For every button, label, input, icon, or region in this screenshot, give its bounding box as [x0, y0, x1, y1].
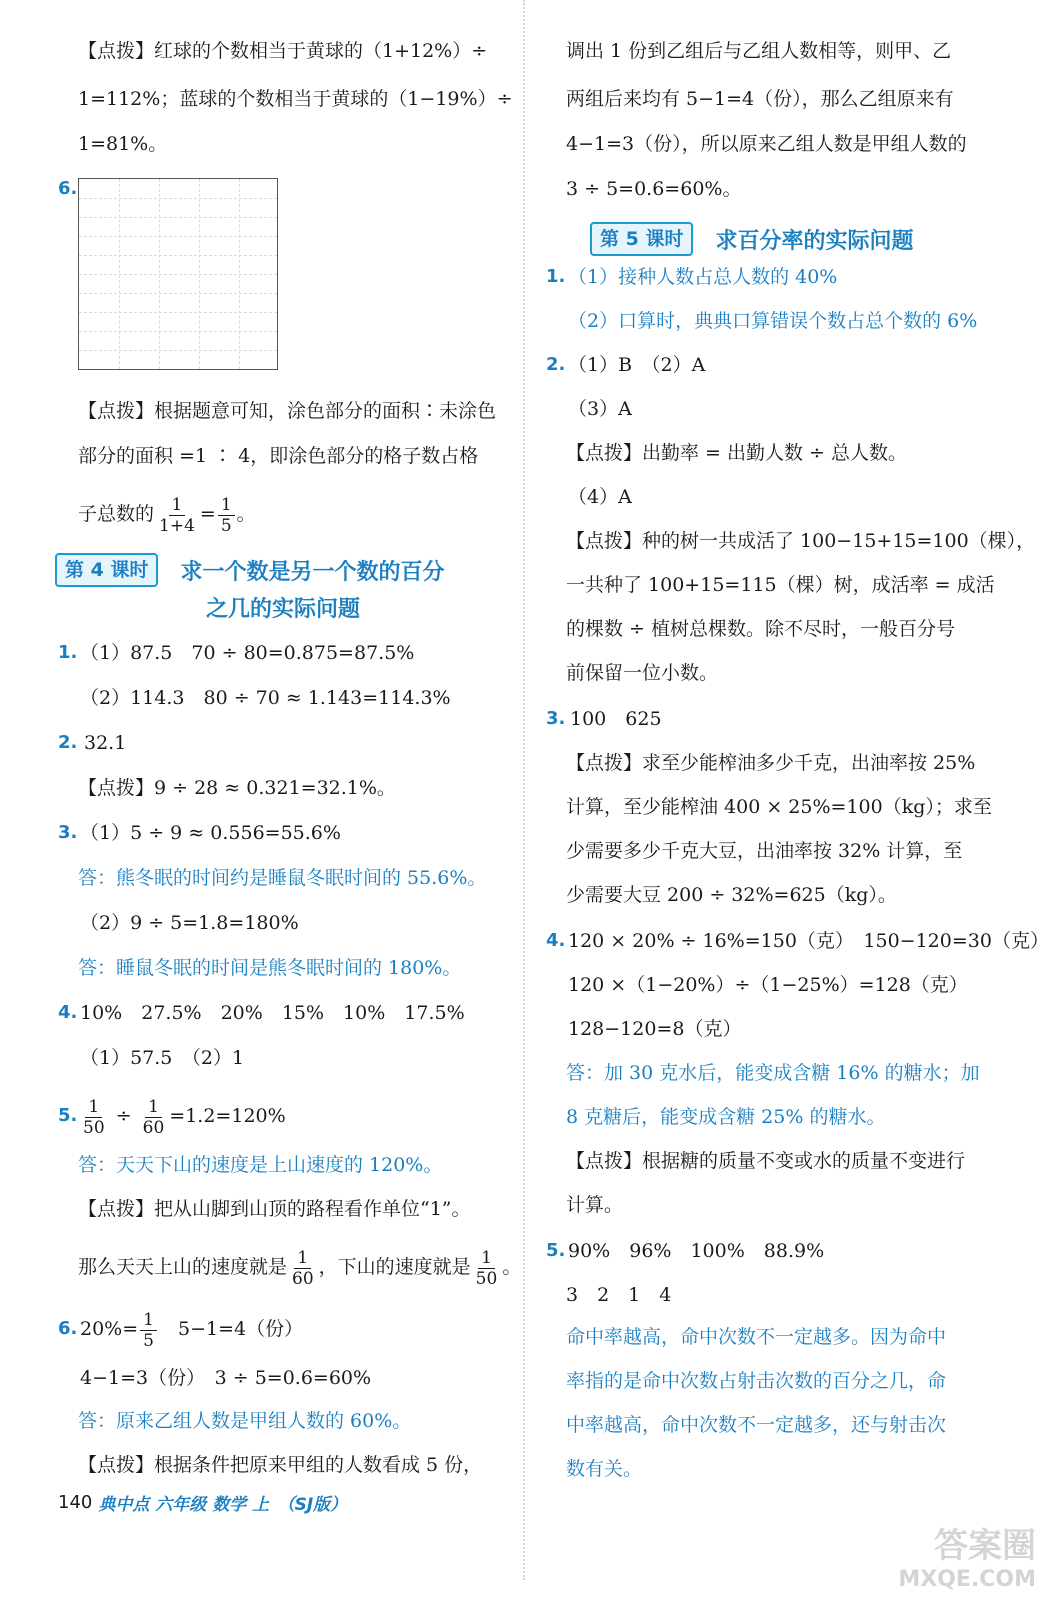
b-answer-4-tip-2: 计算。: [566, 1194, 624, 1216]
b-answer-5-5: 中率越高，命中次数不一定越多，还与射击次: [566, 1414, 947, 1436]
answer-number-5: 5.: [58, 1105, 78, 1126]
b-answer-2-2: （3）A: [568, 398, 632, 420]
watermark: [898, 1518, 1036, 1592]
grid-tip-line-3: 子总数的 $\frac{1}{1+4}$ = $\frac{1}{5}$ 。: [78, 494, 256, 536]
b-answer-number-3: 3.: [546, 708, 566, 729]
answer-number-2: 2.: [58, 732, 78, 753]
watermark-url: MXQE.COM: [898, 1567, 1036, 1592]
answer-number-4: 4.: [58, 1002, 78, 1023]
b-answer-5-2: 3 2 1 4: [566, 1284, 672, 1306]
b-answer-5-1: 90% 96% 100% 88.9%: [568, 1240, 825, 1262]
b-answer-4-3: 128−120=8（克）: [568, 1018, 742, 1040]
b-answer-number-2: 2.: [546, 354, 566, 375]
b-answer-2-1: （1）B （2）A: [568, 354, 706, 376]
tip-line-2: 1=112%；蓝球的个数相当于黄球的（1−19%）÷: [78, 88, 513, 110]
cont-line-2: 两组后来均有 5−1=4（份），那么乙组原来有: [566, 88, 954, 110]
b-answer-5-6: 数有关。: [566, 1458, 643, 1480]
answer-3-2: （2）9 ÷ 5=1.8=180%: [80, 912, 299, 934]
b-answer-3-tip-1: 【点拨】求至少能榨油多少千克，出油率按 25%: [566, 752, 976, 774]
b-answer-2-tip2-2: 一共种了 100+15=115（棵）树，成活率 = 成活: [566, 574, 995, 596]
b-answer-number-4: 4.: [546, 930, 566, 951]
fraction: $\frac{1}{50}$: [475, 1247, 498, 1289]
fraction: $\frac{1}{1+4}$: [159, 494, 195, 536]
answer-6-reply: 答：原来乙组人数是甲组人数的 60%。: [78, 1410, 412, 1432]
lesson-4-heading: [55, 553, 444, 587]
cont-line-1: 调出 1 份到乙组后与乙组人数相等，则甲、乙: [566, 40, 952, 62]
b-answer-3-tip-3: 少需要多少千克大豆，出油率按 32% 计算，至: [566, 840, 963, 862]
page-footer: [58, 1490, 347, 1515]
fraction: $\frac{1}{5}$: [140, 1310, 157, 1351]
book-brand: 典中点 六年级 数学 上 （SJ版）: [98, 1495, 348, 1515]
answer-3-1: （1）5 ÷ 9 ≈ 0.556=55.6%: [80, 822, 341, 844]
b-answer-5-3: 命中率越高，命中次数不一定越多。因为命中: [566, 1326, 947, 1348]
answer-5-formula: $\frac{1}{50}$ ÷ $\frac{1}{60}$ =1.2=120%: [78, 1092, 286, 1140]
page-number: 140: [58, 1492, 93, 1513]
answer-2: 32.1: [84, 732, 127, 754]
answer-4-1: 10% 27.5% 20% 15% 10% 17.5%: [80, 1002, 465, 1024]
lesson-5-badge: 第 5 课时: [590, 222, 693, 256]
fraction: $\frac{1}{5}$: [218, 495, 235, 536]
answer-5-reply: 答：天天下山的速度是上山速度的 120%。: [78, 1154, 443, 1176]
tip-line-3: 1=81%。: [78, 133, 168, 155]
answer-4-2: （1）57.5 （2）1: [80, 1047, 245, 1069]
answer-1-1: （1）87.5 70 ÷ 80=0.875=87.5%: [80, 642, 415, 664]
column-divider: [523, 0, 525, 1580]
answer-1-2: （2）114.3 80 ÷ 70 ≈ 1.143=114.3%: [80, 687, 451, 709]
b-answer-1-1: （1）接种人数占总人数的 40%: [568, 266, 838, 288]
answer-2-tip: 【点拨】9 ÷ 28 ≈ 0.321=32.1%。: [78, 777, 396, 799]
b-answer-2-tip2-1: 【点拨】种的树一共成活了 100−15+15=100（棵），: [566, 530, 1036, 552]
answer-number-1: 1.: [58, 642, 78, 663]
answer-5-tip-2: 那么天天上山的速度就是 $\frac{1}{60}$ ，下山的速度就是 $\frac{1}{50}$ 。: [78, 1247, 522, 1289]
tip-line-1: 【点拨】红球的个数相当于黄球的（1+12%）÷: [78, 40, 488, 62]
lesson-5-heading: [590, 222, 913, 256]
lesson-4-title: 求一个数是另一个数的百分: [180, 559, 445, 585]
b-answer-5-4: 率指的是命中次数占射击次数的百分之几，命: [566, 1370, 947, 1392]
b-answer-4-1: 120 × 20% ÷ 16%=150（克） 150−120=30（克）: [568, 930, 1049, 952]
cont-line-4: 3 ÷ 5=0.6=60%。: [566, 178, 742, 200]
fraction: $\frac{1}{50}$: [83, 1096, 105, 1138]
b-answer-number-5: 5.: [546, 1240, 566, 1261]
answer-number-3: 3.: [58, 822, 78, 843]
grid-tip-line-1: 【点拨】根据题意可知，涂色部分的面积∶未涂色: [78, 400, 497, 422]
b-answer-2-tip2-4: 前保留一位小数。: [566, 662, 719, 684]
grid-figure: [78, 178, 278, 370]
b-answer-3: 100 625: [570, 708, 662, 730]
fraction: $\frac{1}{60}$: [142, 1096, 165, 1138]
answer-6-1: 20%= $\frac{1}{5}$ 5−1=4（份）: [80, 1309, 304, 1351]
lesson-5-title: 求百分率的实际问题: [715, 228, 914, 254]
b-answer-3-tip-2: 计算，至少能榨油 400 × 25%=100（kg）；求至: [566, 796, 992, 818]
b-answer-number-1: 1.: [546, 266, 566, 287]
b-answer-4-tip-1: 【点拨】根据糖的质量不变或水的质量不变进行: [566, 1150, 966, 1172]
answer-3-reply-2: 答：睡鼠冬眠的时间是熊冬眠时间的 180%。: [78, 957, 462, 979]
fraction: $\frac{1}{60}$: [292, 1247, 314, 1289]
cont-line-3: 4−1=3（份），所以原来乙组人数是甲组人数的: [566, 133, 967, 155]
answer-number-6: 6.: [58, 1318, 78, 1339]
b-answer-2-3: （4）A: [568, 486, 632, 508]
watermark-logo-text: 答案圈: [934, 1526, 1036, 1566]
b-answer-3-tip-4: 少需要大豆 200 ÷ 32%=625（kg）。: [566, 884, 897, 906]
b-answer-2-tip: 【点拨】出勤率 = 出勤人数 ÷ 总人数。: [566, 442, 907, 464]
grid-tip-line-2: 部分的面积 =1 ∶ 4，即涂色部分的格子数占格: [78, 445, 479, 467]
lesson-4-title-line-2: 之几的实际问题: [206, 597, 361, 622]
answer-3-reply-1: 答：熊冬眠的时间约是睡鼠冬眠时间的 55.6%。: [78, 867, 487, 889]
b-answer-4-reply-1: 答：加 30 克水后，能变成含糖 16% 的糖水；加: [566, 1062, 980, 1084]
b-answer-4-2: 120 ×（1−20%）÷（1−25%）=128（克）: [568, 974, 968, 996]
answer-5-tip: 【点拨】把从山脚到山顶的路程看作单位“1”。: [78, 1198, 471, 1220]
lesson-4-badge: 第 4 课时: [55, 553, 158, 587]
b-answer-2-tip2-3: 的棵数 ÷ 植树总棵数。除不尽时，一般百分号: [566, 618, 956, 640]
answer-6-2: 4−1=3（份） 3 ÷ 5=0.6=60%: [80, 1367, 372, 1389]
answer-6-tip: 【点拨】根据条件把原来甲组的人数看成 5 份，: [78, 1454, 483, 1476]
question-number-6: 6.: [58, 178, 78, 199]
b-answer-4-reply-2: 8 克糖后，能变成含糖 25% 的糖水。: [566, 1106, 886, 1128]
b-answer-1-2: （2）口算时，典典口算错误个数占总个数的 6%: [568, 310, 978, 332]
